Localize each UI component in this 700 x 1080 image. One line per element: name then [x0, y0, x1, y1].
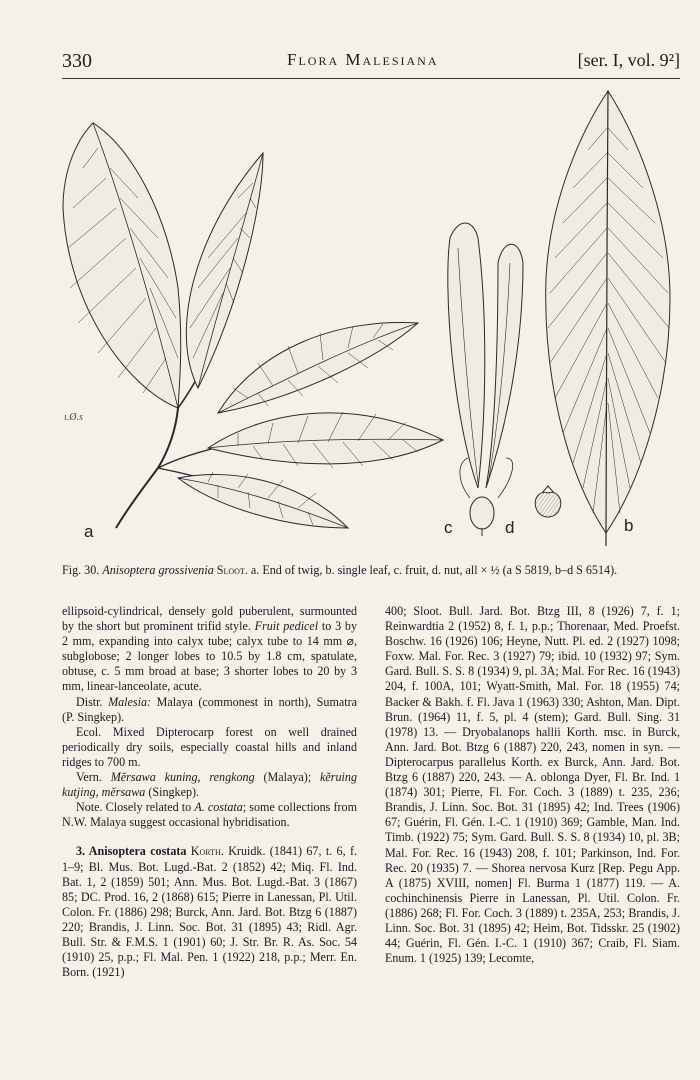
running-title: Flora Malesiana	[287, 50, 439, 69]
botanical-figure	[58, 88, 688, 546]
text-span: Mixed Dipterocarp forest on well drained periodically dry soils, especially coastal hills and inland ridges to 700 m.	[62, 724, 357, 769]
paragraph-vernacular	[62, 770, 357, 800]
nut-drawing	[535, 486, 560, 517]
text-span: ; some collections from N.W. Malaya suggest occasional hybridisation.	[62, 800, 357, 830]
text-span: Closely related to	[105, 800, 195, 815]
text-span: kĕruing kutjing, mĕrsawa	[62, 770, 357, 800]
section-label: Note.	[76, 800, 106, 815]
figure-label-c: c	[444, 518, 453, 537]
figure-label-d: d	[505, 518, 515, 537]
text-span: A. costata	[194, 800, 243, 815]
paragraph-ecology	[62, 725, 357, 770]
species-name: Anisoptera costata	[88, 844, 187, 859]
text-span: ellipsoid-cylindrical, densely gold puberulent, surmounted by the short but prominent trifid style.	[62, 604, 357, 634]
twig-drawing	[63, 123, 443, 528]
text-span: (Malaya);	[254, 770, 321, 785]
caption-fig-number: Fig. 30.	[62, 563, 100, 577]
artist-mark: ι.Ø.s	[64, 412, 83, 423]
figure-label-a: a	[84, 522, 94, 541]
text-span: (Singkep).	[145, 785, 200, 800]
single-leaf-drawing	[546, 91, 670, 546]
section-label: Ecol.	[76, 724, 113, 739]
caption-author: Sloot.	[216, 563, 248, 577]
text-span: to 3 by 2 mm, expanding into calyx tube; calyx tube to 14 mm ⌀, subglobose; 2 longer lobes to 10.5 by 1.8 cm, spatulate, obtuse, c. 5 mm broad at base; 3 shorter lobes to 20 by 3 mm, linear-lanceolate, acute.	[62, 619, 357, 694]
caption-species: Anisoptera grossivenia	[102, 563, 214, 577]
text-span: Malaya (commonest in north), Sumatra (P. Singkep).	[62, 694, 357, 724]
text-column-left	[62, 604, 357, 980]
page-header	[62, 50, 680, 80]
paragraph-fruit	[62, 604, 357, 695]
figure-illustration	[58, 88, 688, 546]
species-author: Korth.	[186, 844, 224, 859]
figure-caption	[62, 563, 680, 578]
fruit-drawing	[448, 223, 523, 536]
section-label: Vern.	[76, 770, 111, 785]
figure-label-b: b	[624, 516, 634, 535]
series-volume: [ser. I, vol. 9²]	[577, 50, 680, 70]
caption-text: a. End of twig, b. single leaf, c. fruit, d. nut, all × ½ (a S 5819, b–d S 6514).	[250, 563, 618, 577]
species-citations: Kruidk. (1841) 67, t. 6, f. 1–9; Bl. Mus. Bot. Lugd.-Bat. 2 (1852) 42; Miq. Fl. Ind. Bat. 1, 2 (1859) 501; Ann. Mus. Bot. Lugd.-Bat. 3 (1867) 85; DC. Prod. 16, 2 (1868) 615; Pierre in Lanessan, Pl. Util. Colon. Fr. (1886) 298; Burck, Ann. Jard. Bot. Btzg 6 (1887) 220; Brandis, J. Linn. Soc. Bot. 31 (1895) 43; Ridl. Agr. Bull. Str. & F.M.S. 1 (1901) 60; J. Str. Br. R. As. Soc. 54 (1910) 25, p.p.; Fl. Mal. Pen. 1 (1922) 218, p.p.; Merr. En. Born. (1921)	[62, 844, 358, 980]
header-rule	[62, 78, 680, 79]
paragraph-note	[62, 800, 357, 830]
page-number: 330	[62, 50, 92, 72]
text-column-right	[385, 604, 680, 966]
paragraph-citations: 400; Sloot. Bull. Jard. Bot. Btzg III, 8 (1926) 7, f. 1; Reinwardtia 2 (1952) 8, f. 1, p.p.; Thorenaar, Med. Proefst. Boschw. 16 (1926) 106; Heyne, Nutt. Pl. ed. 2 (1927) 1098; Foxw. Mal. For. Rec. 3 (1927) 79; ibid. 10 (1932) 97; Sym. Gard. Bull. S. S. 8 (1934) 9, pl. 3A; Mal. For Rec. 16 (1943) 204, f. 100A, 101; Wyatt-Smith, Mal. For. 18 (1955) 74; Backer & Bakh. f. Fl. Java 1 (1963) 330; Ashton, Man. Dipt. Brun. (1964) 11, f. 5, pl. 4 (stem); Gard. Bull. Sing. 31 (1978) 13. — Dryobalanops hallii Korth. msc. in Burck, Ann. Jard. Bot. Btzg 6 (1887) 220, 243, nomen in syn. — Dipterocarpus parallelus Korth. ex Burck, Ann. Jard. Bot. Btzg 6 (1887) 220, 243. — A. oblonga Dyer, Fl. Br. Ind. 1 (1874) 301; Pierre, Fl. For. Coch. 3 (1889) t. 235, 236; Brandis, J. Linn. Soc. Bot. 31 (1895) 42; Ind. Trees (1906) 67; Guérin, Fl. Gén. I.-C. 1 (1910) 369; Gamble, Man. Ind. Timb. (1922) 75; Sym. Gard. Bull. S. S. 8 (1934) 10, pl. 3B; Mal. For. Rec. 16 (1943) 208, f. 101; Parkinson, Ind. For. Rec. 20 (1935) 7. — Shorea nervosa Kurz [Rep. Pegu App. A (1875) XVIII, nomen] Fl. Burma 1 (1877) 119. — A. cochinchinensis Pierre in Lanessan, Pl. Util. Colon. Fr. (1886) 268; Fl. For. Coch. 3 (1889) t. 235A, 253; Brandis, J. Linn. Soc. Bot. 31 (1895) 42; Heim, Bot. Tidsskr. 25 (1902) 44; Guérin, Fl. Gén. I.-C. 1 (1910) 367; Craib, Fl. Siam. Enum. 1 (1925) 139; Lecomte,	[385, 604, 680, 966]
paragraph-distribution	[62, 695, 357, 725]
section-label: Distr.	[76, 694, 109, 709]
species-entry-costata	[62, 844, 357, 980]
text-span: Malesia:	[108, 694, 152, 709]
species-number: 3.	[76, 844, 89, 859]
text-span: Mĕrsawa kuning, rengkong	[110, 770, 255, 785]
text-span: Fruit pedicel	[254, 619, 319, 634]
